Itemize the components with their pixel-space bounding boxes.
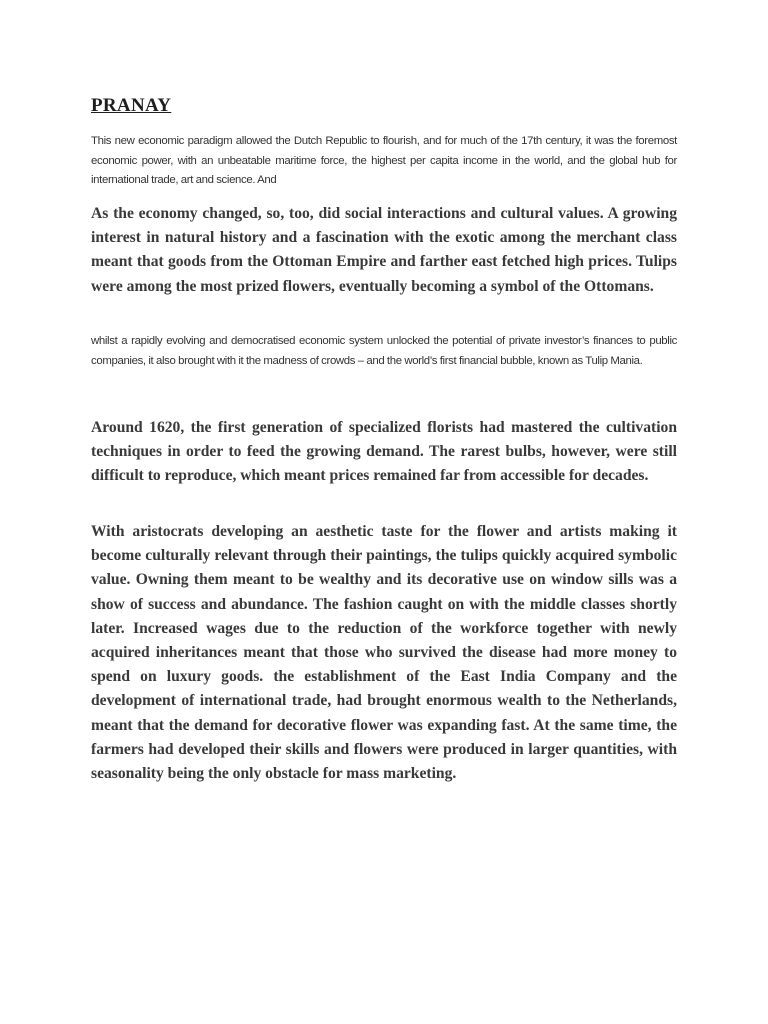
paragraph-dutch-republic: This new economic paradigm allowed the Dutch Republic to flourish, and for much of the 17th century, it was the foremost economic power, with an unbeatable maritime force, the highest per capita income in the world, and the global hub for international trade, art and science. And: [91, 135, 677, 186]
paragraph-aristocrats: With aristocrats developing an aesthetic taste for the flower and artists making it become culturally relevant through their paintings, the tulips quickly acquired symbolic value. Owning them meant to be wealthy and its decorative use on window sills was a show of success and abundance. The fashion caught on with the middle classes shortly later. Increased wages due to the reduction of the workforce together with newly acquired inheritances meant that those who survived the disease had more money to spend on luxury goods. the establishment of the East India Company and the development of international trade, had brought enormous wealth to the Netherlands, meant that the demand for decorative flower was expanding fast. At the same time, the farmers had developed their skills and flowers were produced in larger quantities, with seasonality being the only obstacle for mass marketing.: [91, 523, 677, 783]
paragraph-tulip-mania: whilst a rapidly evolving and democratised economic system unlocked the potential of private investor’s finances to public companies, it also brought with it the madness of crowds – and the world’s first financial bubble, known as Tulip Mania.: [91, 335, 677, 367]
paragraph-around-1620: Around 1620, the first generation of specialized florists had mastered the cultivation techniques in order to feed the growing demand. The rarest bulbs, however, were still difficult to reproduce, which meant prices remained far from accessible for decades.: [91, 419, 677, 485]
document-title: PRANAY: [91, 95, 172, 116]
paragraph-economy-changed: As the economy changed, so, too, did social interactions and cultural values. A growing interest in natural history and a fascination with the exotic among the merchant class meant that goods from the Ottoman Empire and farther east fetched high prices. Tulips were among the most prized flowers, eventually becoming a symbol of the Ottomans.: [91, 205, 677, 295]
